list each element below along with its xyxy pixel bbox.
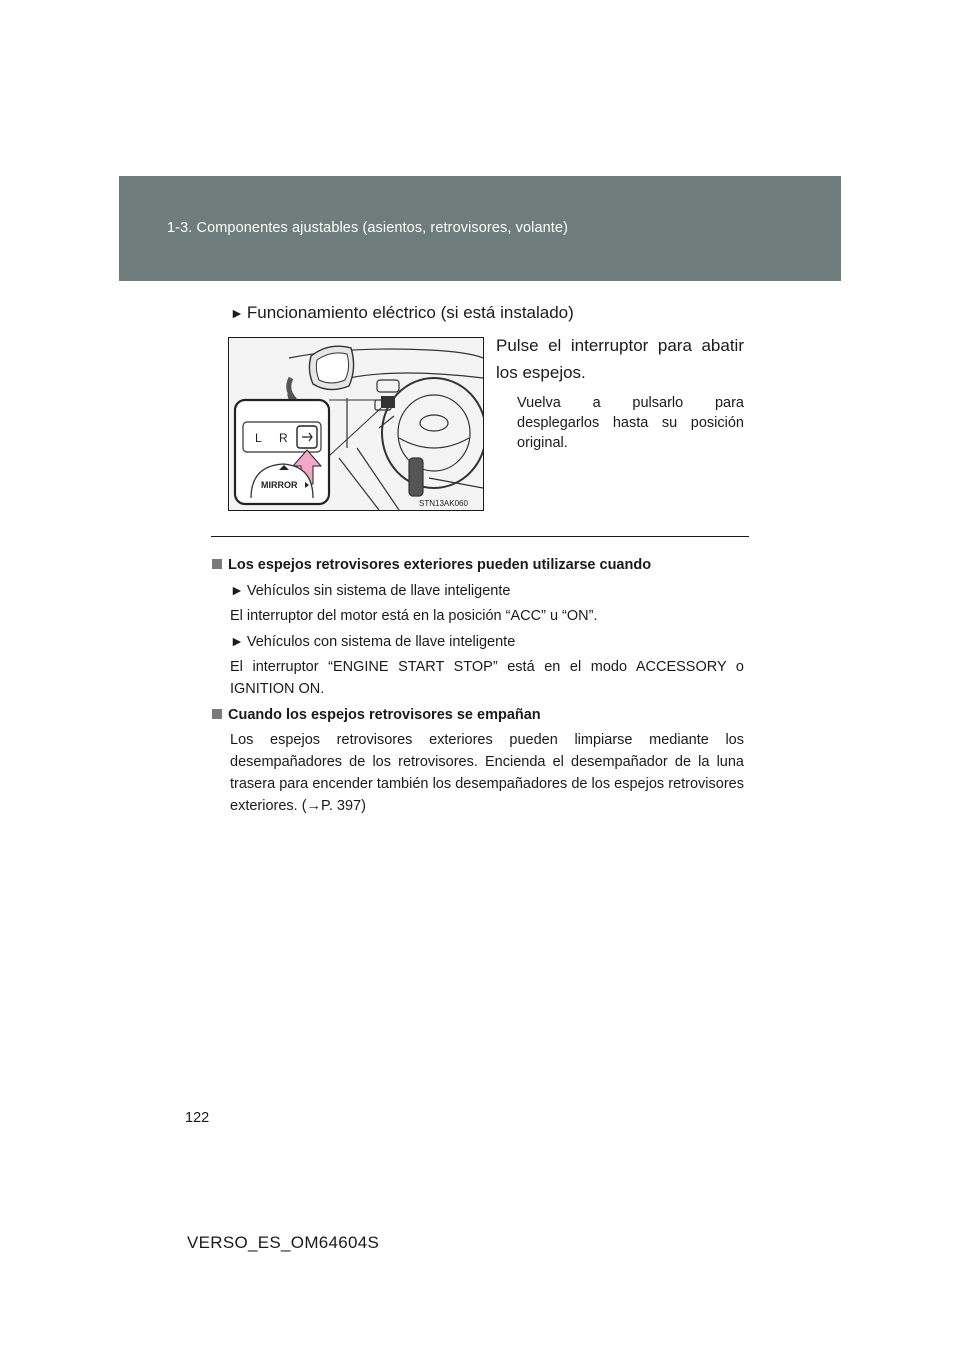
- right-pointer-icon: ►: [230, 633, 244, 649]
- note-condition: [230, 579, 744, 602]
- instruction-main: Pulse el interruptor para abatir los espejos.: [496, 336, 744, 382]
- note-condition: [230, 630, 744, 653]
- section-divider: [211, 536, 749, 537]
- note-condition-label: Vehículos sin sistema de llave inteligente: [246, 583, 511, 599]
- steering-spoke: [399, 438, 469, 448]
- note-heading-text: Cuando los espejos retrovisores se empañan: [228, 707, 541, 723]
- steering-wheel-inner: [398, 395, 470, 471]
- note-heading: [212, 704, 744, 726]
- right-pointer-icon: ►: [230, 582, 244, 598]
- mirror-glass: [316, 353, 348, 383]
- doc-code: VERSO_ES_OM64604S: [187, 1233, 380, 1252]
- note-heading-text: Los espejos retrovisores exteriores pueden utilizarse cuando: [228, 557, 652, 573]
- instruction-note: Vuelva a pulsarlo para desplegarlos hasta su posición original.: [517, 395, 744, 451]
- floor-line: [429, 478, 483, 488]
- note-condition-text: El interruptor “ENGINE START STOP” está en el modo ACCESSORY o IGNITION ON.: [230, 659, 744, 697]
- dashboard-drawing: [229, 338, 483, 510]
- switch-right-label: R: [279, 431, 288, 445]
- note-heading: [212, 554, 744, 576]
- console-line: [339, 458, 379, 510]
- vent-left: [377, 380, 399, 392]
- notes-block: [212, 554, 744, 817]
- right-pointer-icon: ►: [230, 305, 244, 321]
- switch-location-marker: [381, 396, 395, 408]
- callout-line-bottom: [329, 408, 381, 456]
- square-bullet-icon: [212, 709, 222, 719]
- mirror-switch-illustration: [228, 337, 484, 511]
- square-bullet-icon: [212, 559, 222, 569]
- switch-left-label: L: [255, 431, 262, 445]
- steering-logo: [420, 415, 448, 431]
- pedal: [409, 458, 423, 496]
- section-heading-text: Funcionamiento eléctrico (si está instalado): [246, 303, 574, 322]
- header-title: 1-3. Componentes ajustables (asientos, retrovisores, volante): [167, 220, 569, 236]
- note-body: Los espejos retrovisores exteriores pueden limpiarse mediante los desempañadores de los retrovisores. Encienda el desempañador de la luna trasera para encender también los desempañadores de los espejos retrovisores exteriores. (→P. 397): [230, 732, 744, 814]
- dash-line: [349, 373, 483, 378]
- knob-label: MIRROR: [261, 480, 298, 490]
- figure-code: STN13AK060: [419, 499, 468, 508]
- note-condition-label: Vehículos con sistema de llave inteligente: [246, 634, 516, 650]
- section-heading: [230, 303, 574, 323]
- note-condition-text: El interruptor del motor está en la posición “ACC” u “ON”.: [230, 608, 598, 624]
- console-line-2: [357, 448, 399, 510]
- switch-panel-line: [379, 416, 394, 428]
- page-number: 122: [185, 1110, 210, 1126]
